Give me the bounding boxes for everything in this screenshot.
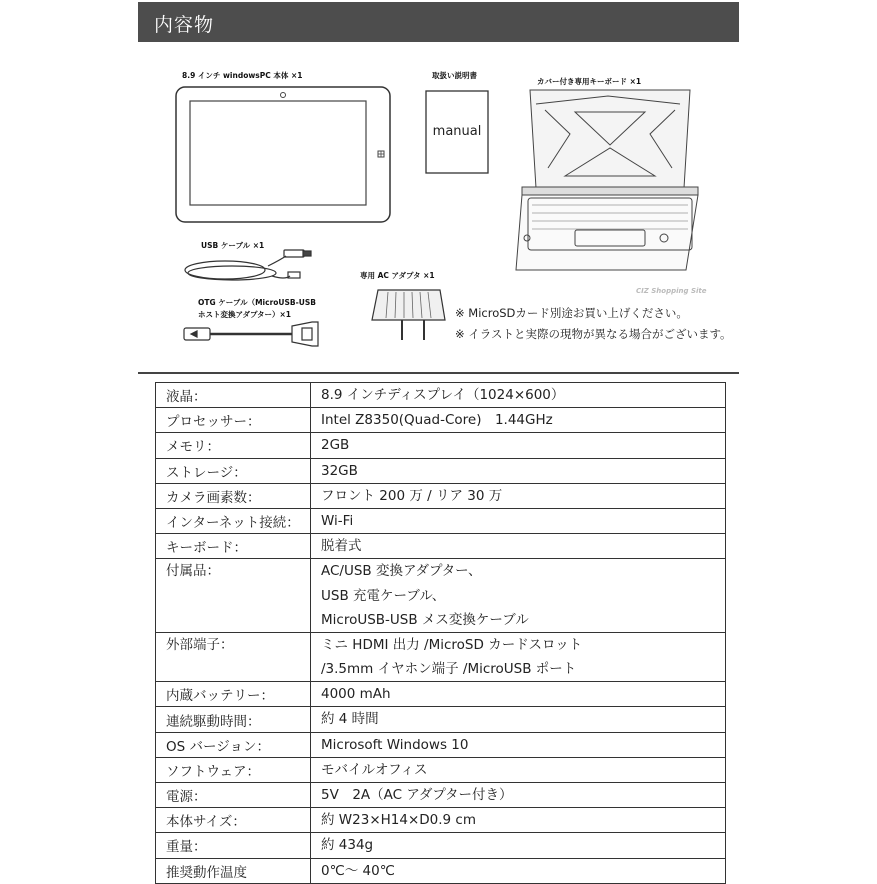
spec-label: 液晶： [156,383,311,408]
spec-label: カメラ画素数： [156,483,311,508]
spec-label: ストレージ： [156,458,311,483]
section-title: 内容物 [154,14,215,36]
table-row [156,732,726,757]
otg-cable-label-2: ホスト変換アダプター）×1 [198,310,291,319]
spec-value: 8.9 インチディスプレイ（1024×600） [311,383,726,408]
spec-value: ミニ HDMI 出力 /MicroSD カードスロット /3.5mm イヤホン端子 /MicroUSB ポート [311,632,726,681]
spec-label: メモリ： [156,433,311,458]
tablet-illustration [176,87,390,222]
note-illustration: ※ イラストと実際の現物が異なる場合がございます。 [455,327,732,341]
manual-label: 取扱い説明書 [432,71,477,80]
spec-label: プロセッサー： [156,408,311,433]
table-row [156,408,726,433]
spec-label: OS バージョン： [156,732,311,757]
table-row [156,858,726,883]
manual-cover-text: manual [432,124,482,139]
spec-label: 電源： [156,783,311,808]
spec-value: 約 W23×H14×D0.9 cm [311,808,726,833]
ac-adapter-illustration [372,290,445,340]
spec-value: 0℃～ 40℃ [311,858,726,883]
spec-value: 約 4 時間 [311,707,726,732]
table-row [156,383,726,408]
note-microsd: ※ MicroSDカード別途お買い上げください。 [455,306,688,320]
table-row [156,458,726,483]
contents-illustration [0,0,877,372]
otg-cable-illustration [184,322,318,346]
tablet-label: 8.9 インチ windowsPC 本体 ×1 [182,71,303,80]
spec-label: インターネット接続： [156,508,311,533]
spec-value: AC/USB 変換アダプター、 USB 充電ケーブル、 MicroUSB-USB メス変換ケーブル [311,559,726,633]
table-row [156,757,726,782]
spec-label: 外部端子： [156,632,311,681]
spec-label: 内蔵バッテリー： [156,682,311,707]
spec-value: 2GB [311,433,726,458]
table-row [156,559,726,633]
spec-label: 本体サイズ： [156,808,311,833]
spec-value: フロント 200 万 / リア 30 万 [311,483,726,508]
spec-label: キーボード： [156,534,311,559]
table-row [156,632,726,681]
spec-table [155,382,726,884]
table-row [156,833,726,858]
table-row [156,682,726,707]
section-divider [138,372,739,374]
usb-cable-label: USB ケーブル ×1 [201,241,265,250]
spec-value: Intel Z8350(Quad-Core) 1.44GHz [311,408,726,433]
spec-value: 脱着式 [311,534,726,559]
table-row [156,707,726,732]
manual-illustration [426,91,488,173]
usb-cable-illustration [185,250,311,280]
spec-value: 4000 mAh [311,682,726,707]
spec-label: 重量： [156,833,311,858]
spec-value: 32GB [311,458,726,483]
spec-label: 連続駆動時間： [156,707,311,732]
spec-value: Wi-Fi [311,508,726,533]
watermark: CIZ Shopping Site [636,287,707,295]
spec-value: モバイルオフィス [311,757,726,782]
spec-value: 5V 2A（AC アダプター付き） [311,783,726,808]
ac-adapter-label: 専用 AC アダプタ ×1 [360,271,435,280]
otg-cable-label-1: OTG ケーブル（MicroUSB-USB [198,298,316,307]
spec-value: 約 434g [311,833,726,858]
table-row [156,808,726,833]
table-row [156,483,726,508]
table-row [156,783,726,808]
keyboard-label: カバー付き専用キーボード ×1 [537,77,642,86]
table-row [156,433,726,458]
spec-label: ソフトウェア： [156,757,311,782]
spec-label: 付属品： [156,559,311,633]
spec-value: Microsoft Windows 10 [311,732,726,757]
spec-label: 推奨動作温度 [156,858,311,883]
table-row [156,508,726,533]
table-row [156,534,726,559]
keyboard-illustration [516,90,698,270]
